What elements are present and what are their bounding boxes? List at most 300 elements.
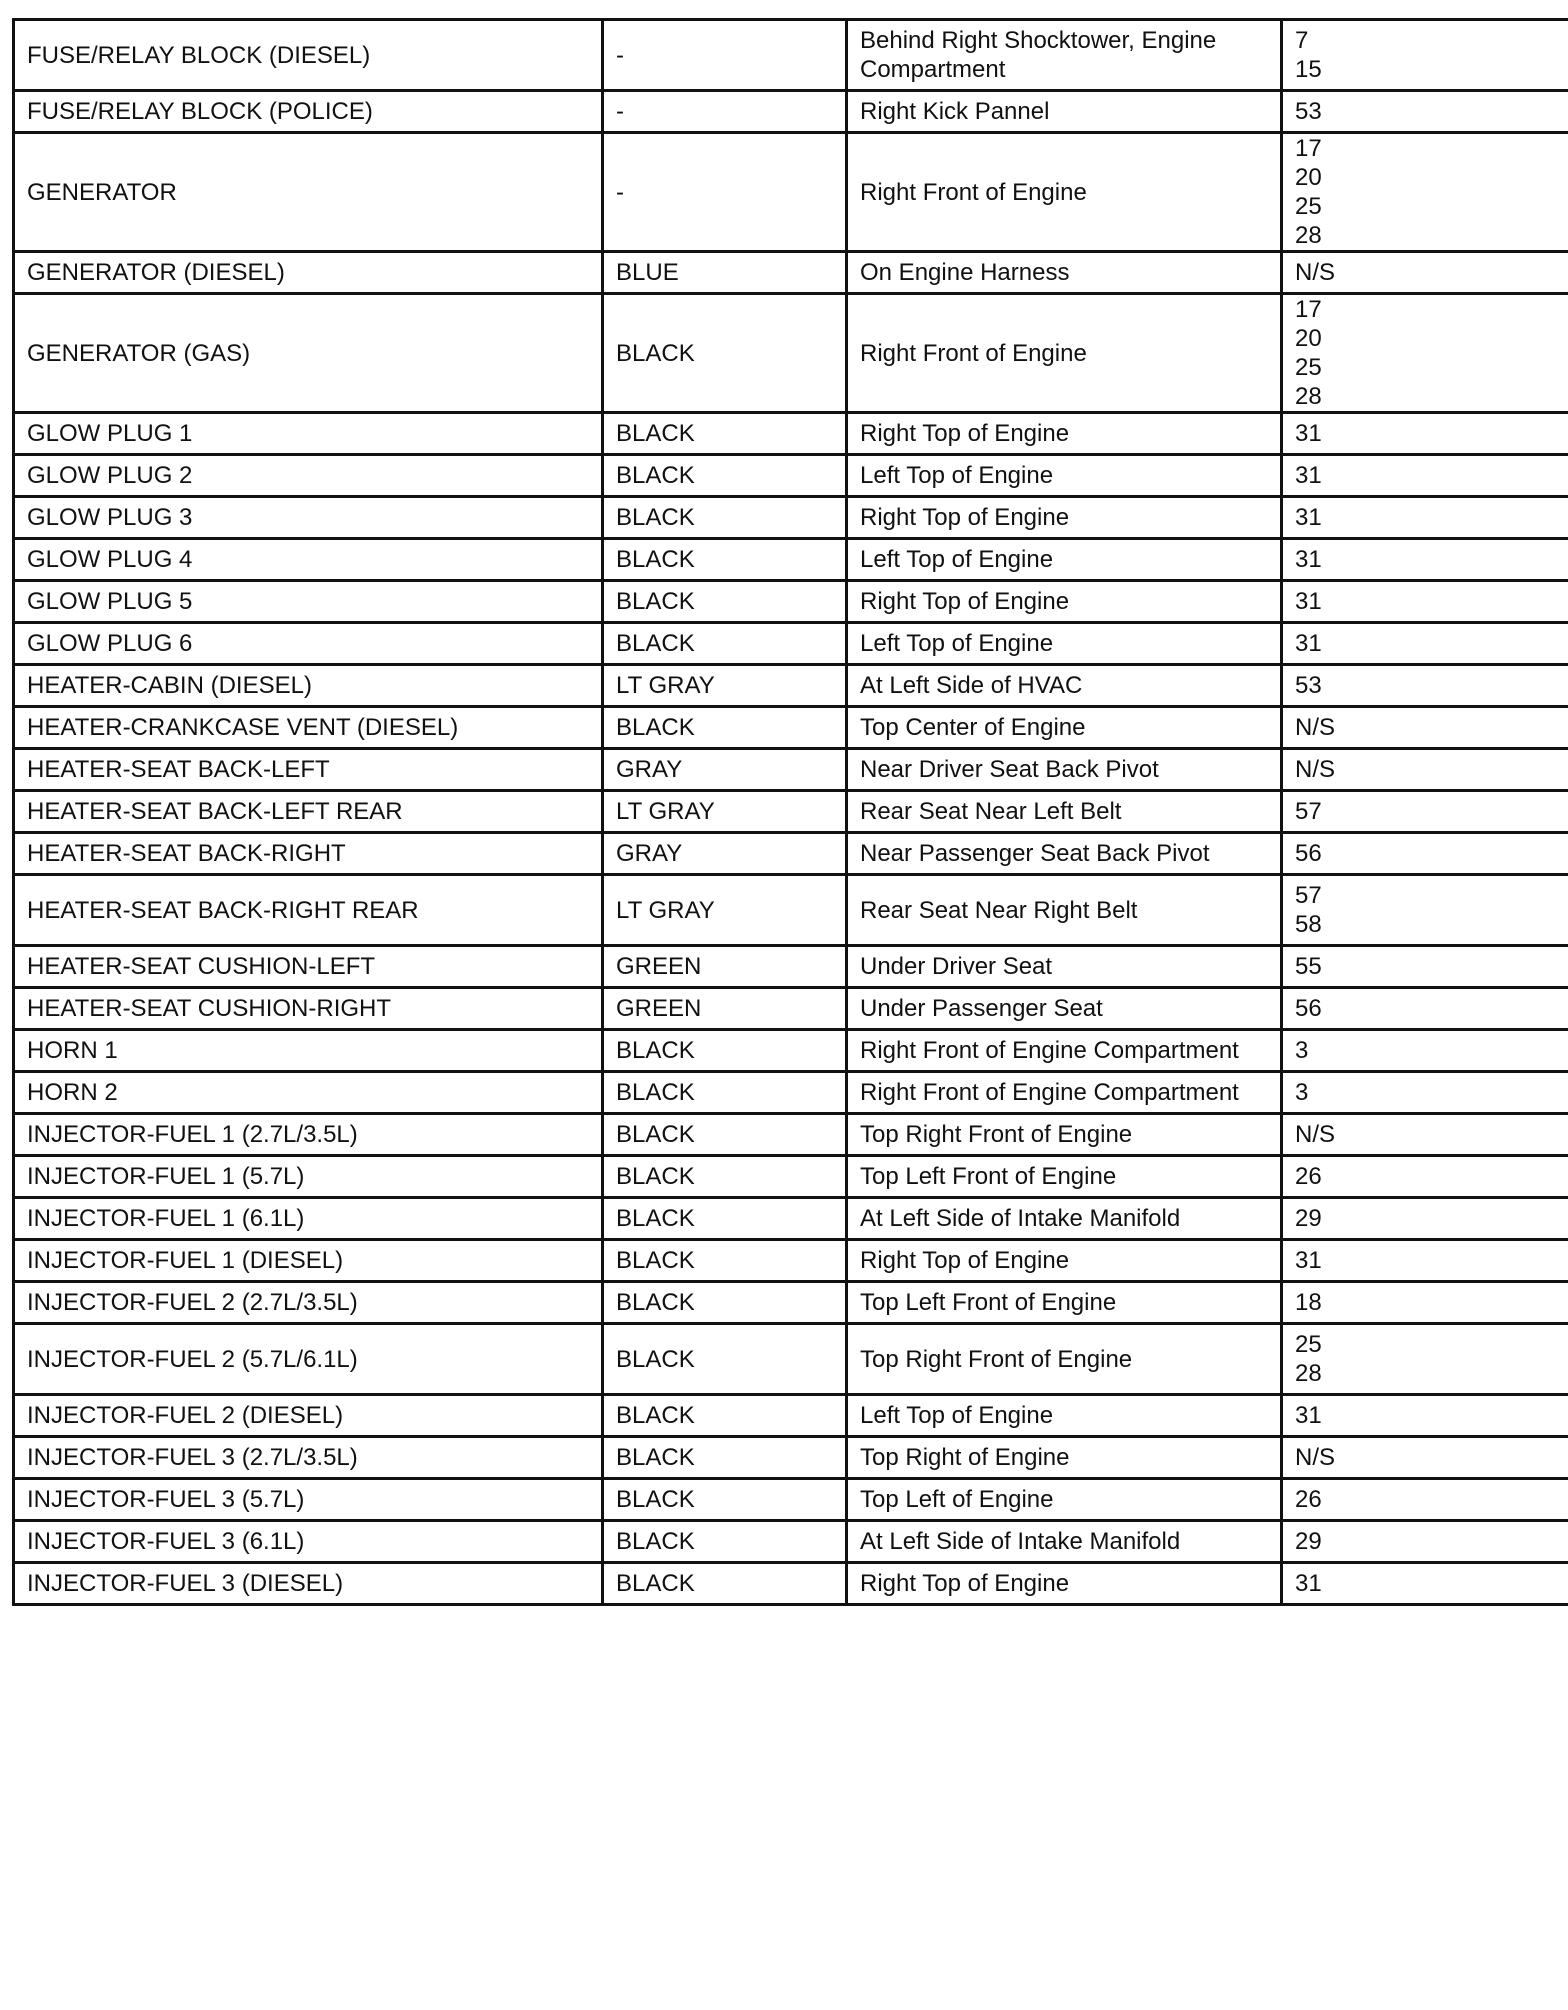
figure-ref: N/S (1295, 259, 1336, 286)
component-name: GLOW PLUG 2 (27, 462, 193, 489)
table-row (14, 20, 1568, 91)
table-row (14, 294, 1568, 413)
table-row (14, 539, 1568, 581)
connector-color-cell (603, 1114, 847, 1156)
component-name-cell (14, 623, 603, 665)
table-row (14, 1198, 1568, 1240)
connector-color: - (616, 41, 624, 69)
figure-ref: 53 (1295, 98, 1322, 125)
connector-color-cell (603, 497, 847, 539)
figure-ref-cell (1282, 294, 1568, 413)
component-name: GLOW PLUG 5 (27, 588, 193, 615)
component-name: INJECTOR-FUEL 3 (DIESEL) (27, 1570, 344, 1597)
figure-ref-cell (1282, 665, 1568, 707)
figure-ref: 31 (1295, 1570, 1322, 1597)
location-text: Right Top of Engine (860, 1570, 1070, 1597)
figure-ref: 25 (1295, 354, 1322, 381)
location-text: Under Passenger Seat (860, 995, 1103, 1022)
component-name: HEATER-SEAT CUSHION-LEFT (27, 953, 376, 980)
component-name-cell (14, 91, 603, 133)
figure-ref-cell (1282, 581, 1568, 623)
connector-color: BLACK (616, 1037, 695, 1064)
connector-color-cell (603, 91, 847, 133)
figure-ref-cell (1282, 791, 1568, 833)
figure-ref: 28 (1295, 222, 1322, 249)
component-name-cell (14, 1437, 603, 1479)
component-name-cell (14, 1198, 603, 1240)
component-name: GENERATOR (DIESEL) (27, 259, 285, 286)
figure-ref: 55 (1295, 953, 1322, 980)
figure-ref-cell (1282, 413, 1568, 455)
connector-color-cell (603, 413, 847, 455)
figure-ref: 31 (1295, 1247, 1322, 1274)
location-cell (847, 1563, 1282, 1605)
connector-color: BLACK (616, 1486, 695, 1513)
location-cell (847, 497, 1282, 539)
figure-ref-cell (1282, 91, 1568, 133)
connector-color: BLACK (616, 1289, 695, 1316)
table-row (14, 91, 1568, 133)
location-cell (847, 581, 1282, 623)
connector-color-cell (603, 623, 847, 665)
figure-ref: 15 (1295, 56, 1322, 83)
table-row (14, 252, 1568, 294)
table-row (14, 133, 1568, 252)
component-name: INJECTOR-FUEL 3 (2.7L/3.5L) (27, 1444, 358, 1471)
figure-ref-cell (1282, 833, 1568, 875)
figure-ref-cell (1282, 497, 1568, 539)
location-cell (847, 1521, 1282, 1563)
component-name: INJECTOR-FUEL 1 (5.7L) (27, 1163, 305, 1190)
location-text: At Left Side of HVAC (860, 672, 1083, 699)
connector-color: BLACK (616, 546, 695, 573)
connector-color: - (616, 98, 624, 125)
component-name: INJECTOR-FUEL 1 (DIESEL) (27, 1247, 344, 1274)
figure-ref: 20 (1295, 325, 1322, 352)
connector-color: BLACK (616, 714, 695, 741)
figure-ref: 26 (1295, 1163, 1322, 1190)
connector-color-cell (603, 1030, 847, 1072)
connector-color-cell (603, 539, 847, 581)
figure-ref: 18 (1295, 1289, 1322, 1316)
connector-color-cell (603, 1282, 847, 1324)
figure-ref-cell (1282, 946, 1568, 988)
component-name: HEATER-SEAT BACK-LEFT (27, 756, 330, 783)
location-text: Top Right of Engine (860, 1444, 1070, 1471)
connector-color-cell (603, 875, 847, 946)
table-row (14, 1156, 1568, 1198)
component-name: HEATER-SEAT BACK-RIGHT REAR (27, 896, 419, 924)
component-name-cell (14, 1156, 603, 1198)
component-name: HORN 2 (27, 1079, 118, 1106)
location-cell (847, 946, 1282, 988)
location-text: Right Front of Engine Compartment (860, 1079, 1239, 1106)
table-row (14, 707, 1568, 749)
location-cell (847, 294, 1282, 413)
figure-ref: N/S (1295, 714, 1336, 741)
table-row (14, 1479, 1568, 1521)
figure-ref: 56 (1295, 840, 1322, 867)
location-text: At Left Side of Intake Manifold (860, 1205, 1181, 1232)
figure-ref: 7 (1295, 27, 1309, 54)
figure-ref-cell (1282, 1156, 1568, 1198)
location-cell (847, 1072, 1282, 1114)
component-name-cell (14, 20, 603, 91)
figure-ref-cell (1282, 1030, 1568, 1072)
connector-color-cell (603, 1156, 847, 1198)
location-text: Right Top of Engine (860, 504, 1070, 531)
figure-ref: 20 (1295, 164, 1322, 191)
component-name-cell (14, 1072, 603, 1114)
component-name-cell (14, 413, 603, 455)
location-cell (847, 1479, 1282, 1521)
figure-ref-cell (1282, 707, 1568, 749)
component-name: GLOW PLUG 4 (27, 546, 193, 573)
figure-ref: 57 (1295, 882, 1322, 909)
connector-color-cell (603, 988, 847, 1030)
table-row (14, 833, 1568, 875)
figure-ref: 31 (1295, 630, 1322, 657)
figure-ref-cell (1282, 1437, 1568, 1479)
location-text: Left Top of Engine (860, 1402, 1054, 1429)
table-row (14, 455, 1568, 497)
connector-color: GRAY (616, 840, 683, 867)
location-cell (847, 1030, 1282, 1072)
table-row (14, 1240, 1568, 1282)
location-cell (847, 1156, 1282, 1198)
component-name: INJECTOR-FUEL 3 (6.1L) (27, 1528, 305, 1555)
location-cell (847, 252, 1282, 294)
connector-color: BLACK (616, 339, 695, 367)
location-cell (847, 833, 1282, 875)
connector-color: BLACK (616, 1205, 695, 1232)
figure-ref: 53 (1295, 672, 1322, 699)
figure-ref-cell (1282, 20, 1568, 91)
location-cell (847, 20, 1282, 91)
figure-ref-cell (1282, 1563, 1568, 1605)
figure-ref: 31 (1295, 504, 1322, 531)
connector-color-cell (603, 1395, 847, 1437)
connector-color-cell (603, 833, 847, 875)
component-name: HEATER-SEAT BACK-LEFT REAR (27, 798, 403, 825)
connector-color-cell (603, 1437, 847, 1479)
table-row (14, 791, 1568, 833)
figure-ref-cell (1282, 1395, 1568, 1437)
figure-ref: 26 (1295, 1486, 1322, 1513)
component-name-cell (14, 946, 603, 988)
location-text: Top Left of Engine (860, 1486, 1054, 1513)
location-cell (847, 1240, 1282, 1282)
component-name-cell (14, 497, 603, 539)
location-cell (847, 875, 1282, 946)
figure-ref: 3 (1295, 1037, 1309, 1064)
figure-ref-cell (1282, 875, 1568, 946)
connector-color: BLACK (616, 462, 695, 489)
component-name-cell (14, 1030, 603, 1072)
component-name: INJECTOR-FUEL 1 (2.7L/3.5L) (27, 1121, 358, 1148)
figure-ref: 31 (1295, 420, 1322, 447)
location-cell (847, 1114, 1282, 1156)
location-text: Top Left Front of Engine (860, 1289, 1117, 1316)
connector-color-cell (603, 1563, 847, 1605)
connector-color: BLACK (616, 588, 695, 615)
table-row (14, 665, 1568, 707)
figure-ref-cell (1282, 988, 1568, 1030)
location-text: Right Front of Engine Compartment (860, 1037, 1239, 1064)
table-row (14, 749, 1568, 791)
connector-color: GREEN (616, 995, 702, 1022)
component-name-cell (14, 749, 603, 791)
figure-ref: 17 (1295, 135, 1322, 162)
table-row (14, 497, 1568, 539)
figure-ref: N/S (1295, 1121, 1336, 1148)
connector-color: GRAY (616, 756, 683, 783)
location-cell (847, 988, 1282, 1030)
location-cell (847, 1437, 1282, 1479)
component-name: FUSE/RELAY BLOCK (POLICE) (27, 98, 373, 125)
location-text: Right Kick Pannel (860, 98, 1050, 125)
figure-ref: 31 (1295, 588, 1322, 615)
figure-ref: 28 (1295, 1360, 1322, 1387)
connector-color-cell (603, 946, 847, 988)
component-name: FUSE/RELAY BLOCK (DIESEL) (27, 41, 371, 69)
table-body (14, 20, 1568, 1605)
location-cell (847, 1324, 1282, 1395)
table-row (14, 413, 1568, 455)
location-cell (847, 539, 1282, 581)
figure-ref: 17 (1295, 296, 1322, 323)
location-text: Top Right Front of Engine (860, 1121, 1133, 1148)
table-row (14, 623, 1568, 665)
connector-color-cell (603, 1324, 847, 1395)
connector-color-cell (603, 455, 847, 497)
table-row (14, 946, 1568, 988)
location-text: Right Front of Engine (860, 178, 1087, 206)
location-text: Under Driver Seat (860, 953, 1053, 980)
table-row (14, 1030, 1568, 1072)
connector-color-cell (603, 1198, 847, 1240)
figure-ref-cell (1282, 1114, 1568, 1156)
table-row (14, 1437, 1568, 1479)
connector-color: - (616, 178, 624, 206)
component-name-cell (14, 1282, 603, 1324)
component-name: GLOW PLUG 1 (27, 420, 193, 447)
location-cell (847, 749, 1282, 791)
figure-ref-cell (1282, 1479, 1568, 1521)
location-text: At Left Side of Intake Manifold (860, 1528, 1181, 1555)
connector-color-cell (603, 1479, 847, 1521)
component-name-cell (14, 707, 603, 749)
connector-color: BLACK (616, 1121, 695, 1148)
table-row (14, 1563, 1568, 1605)
figure-ref: 31 (1295, 462, 1322, 489)
location-text: Near Driver Seat Back Pivot (860, 756, 1159, 783)
connector-color-cell (603, 581, 847, 623)
connector-color-cell (603, 294, 847, 413)
connector-color-cell (603, 252, 847, 294)
component-name: HEATER-CRANKCASE VENT (DIESEL) (27, 714, 459, 741)
figure-ref-cell (1282, 455, 1568, 497)
figure-ref-cell (1282, 133, 1568, 252)
figure-ref: N/S (1295, 756, 1336, 783)
component-name-cell (14, 1324, 603, 1395)
connector-color-cell (603, 133, 847, 252)
figure-ref: 28 (1295, 383, 1322, 410)
location-cell (847, 91, 1282, 133)
table-row (14, 1114, 1568, 1156)
location-text: Behind Right Shocktower, Engine (860, 27, 1217, 54)
connector-color: BLACK (616, 1444, 695, 1471)
location-text: Top Left Front of Engine (860, 1163, 1117, 1190)
location-cell (847, 707, 1282, 749)
location-text: Left Top of Engine (860, 462, 1054, 489)
location-cell (847, 1395, 1282, 1437)
figure-ref: 31 (1295, 546, 1322, 573)
connector-color: BLACK (616, 1402, 695, 1429)
location-cell (847, 413, 1282, 455)
connector-color-cell (603, 707, 847, 749)
component-name-cell (14, 539, 603, 581)
location-text: Top Right Front of Engine (860, 1345, 1133, 1373)
component-name-cell (14, 455, 603, 497)
component-name: INJECTOR-FUEL 2 (2.7L/3.5L) (27, 1289, 358, 1316)
component-name: HORN 1 (27, 1037, 118, 1064)
component-name-cell (14, 1479, 603, 1521)
component-name-cell (14, 1521, 603, 1563)
figure-ref-cell (1282, 749, 1568, 791)
figure-ref: 56 (1295, 995, 1322, 1022)
connector-color-cell (603, 749, 847, 791)
connector-color-cell (603, 20, 847, 91)
connector-color-cell (603, 1240, 847, 1282)
connector-color: BLACK (616, 1570, 695, 1597)
location-cell (847, 665, 1282, 707)
table-row (14, 988, 1568, 1030)
table-row (14, 875, 1568, 946)
location-cell (847, 133, 1282, 252)
connector-color: LT GRAY (616, 798, 715, 825)
table-row (14, 1324, 1568, 1395)
figure-ref: 31 (1295, 1402, 1322, 1429)
connector-color: BLACK (616, 1528, 695, 1555)
figure-ref: 29 (1295, 1528, 1322, 1555)
figure-ref-cell (1282, 252, 1568, 294)
location-text: Right Top of Engine (860, 588, 1070, 615)
figure-ref: 3 (1295, 1079, 1309, 1106)
connector-color: LT GRAY (616, 896, 715, 924)
location-cell (847, 1198, 1282, 1240)
location-text: Near Passenger Seat Back Pivot (860, 840, 1210, 867)
figure-ref-cell (1282, 1072, 1568, 1114)
component-name-cell (14, 1240, 603, 1282)
location-text: Right Front of Engine (860, 339, 1087, 367)
connector-color-cell (603, 1072, 847, 1114)
figure-ref: 57 (1295, 798, 1322, 825)
component-name-cell (14, 1114, 603, 1156)
component-name-cell (14, 294, 603, 413)
table-row (14, 1521, 1568, 1563)
figure-ref-cell (1282, 1240, 1568, 1282)
connector-color: BLACK (616, 1163, 695, 1190)
location-text: Right Top of Engine (860, 420, 1070, 447)
figure-ref: 58 (1295, 911, 1322, 938)
component-name-cell (14, 1563, 603, 1605)
table-row (14, 1282, 1568, 1324)
connector-color: LT GRAY (616, 672, 715, 699)
component-name-cell (14, 581, 603, 623)
connector-color: BLACK (616, 1247, 695, 1274)
figure-ref: 25 (1295, 1331, 1322, 1358)
component-name: INJECTOR-FUEL 2 (5.7L/6.1L) (27, 1345, 358, 1373)
component-name: HEATER-SEAT CUSHION-RIGHT (27, 995, 392, 1022)
connector-location-table (12, 18, 1568, 1606)
component-name-cell (14, 1395, 603, 1437)
component-name: INJECTOR-FUEL 3 (5.7L) (27, 1486, 305, 1513)
connector-color: BLACK (616, 504, 695, 531)
figure-ref: 25 (1295, 193, 1322, 220)
component-name: HEATER-CABIN (DIESEL) (27, 672, 312, 699)
location-text: Left Top of Engine (860, 630, 1054, 657)
location-cell (847, 791, 1282, 833)
component-name: GLOW PLUG 6 (27, 630, 193, 657)
location-text: Rear Seat Near Right Belt (860, 896, 1138, 924)
table-row (14, 1395, 1568, 1437)
component-name-cell (14, 833, 603, 875)
figure-ref: 29 (1295, 1205, 1322, 1232)
figure-ref-cell (1282, 1198, 1568, 1240)
connector-color-cell (603, 1521, 847, 1563)
component-name-cell (14, 791, 603, 833)
figure-ref-cell (1282, 1521, 1568, 1563)
component-name: GENERATOR (27, 178, 177, 206)
document-page (12, 18, 1556, 1606)
component-name-cell (14, 133, 603, 252)
location-cell (847, 1282, 1282, 1324)
location-text: Top Center of Engine (860, 714, 1086, 741)
figure-ref-cell (1282, 1324, 1568, 1395)
component-name: INJECTOR-FUEL 2 (DIESEL) (27, 1402, 344, 1429)
connector-color: BLACK (616, 1345, 695, 1373)
figure-ref: N/S (1295, 1444, 1336, 1471)
connector-color: BLACK (616, 630, 695, 657)
connector-color: BLUE (616, 259, 679, 286)
component-name-cell (14, 875, 603, 946)
connector-color-cell (603, 665, 847, 707)
location-cell (847, 455, 1282, 497)
connector-color: BLACK (616, 1079, 695, 1106)
figure-ref-cell (1282, 1282, 1568, 1324)
component-name-cell (14, 988, 603, 1030)
component-name: GLOW PLUG 3 (27, 504, 193, 531)
table-row (14, 581, 1568, 623)
location-cell (847, 623, 1282, 665)
connector-color: BLACK (616, 420, 695, 447)
location-text: Right Top of Engine (860, 1247, 1070, 1274)
component-name: INJECTOR-FUEL 1 (6.1L) (27, 1205, 305, 1232)
component-name-cell (14, 665, 603, 707)
connector-color: GREEN (616, 953, 702, 980)
component-name: HEATER-SEAT BACK-RIGHT (27, 840, 346, 867)
component-name: GENERATOR (GAS) (27, 339, 251, 367)
component-name-cell (14, 252, 603, 294)
location-text: On Engine Harness (860, 259, 1070, 286)
location-text: Rear Seat Near Left Belt (860, 798, 1122, 825)
location-text: Left Top of Engine (860, 546, 1054, 573)
location-text: Compartment (860, 56, 1006, 83)
figure-ref-cell (1282, 539, 1568, 581)
connector-color-cell (603, 791, 847, 833)
figure-ref-cell (1282, 623, 1568, 665)
